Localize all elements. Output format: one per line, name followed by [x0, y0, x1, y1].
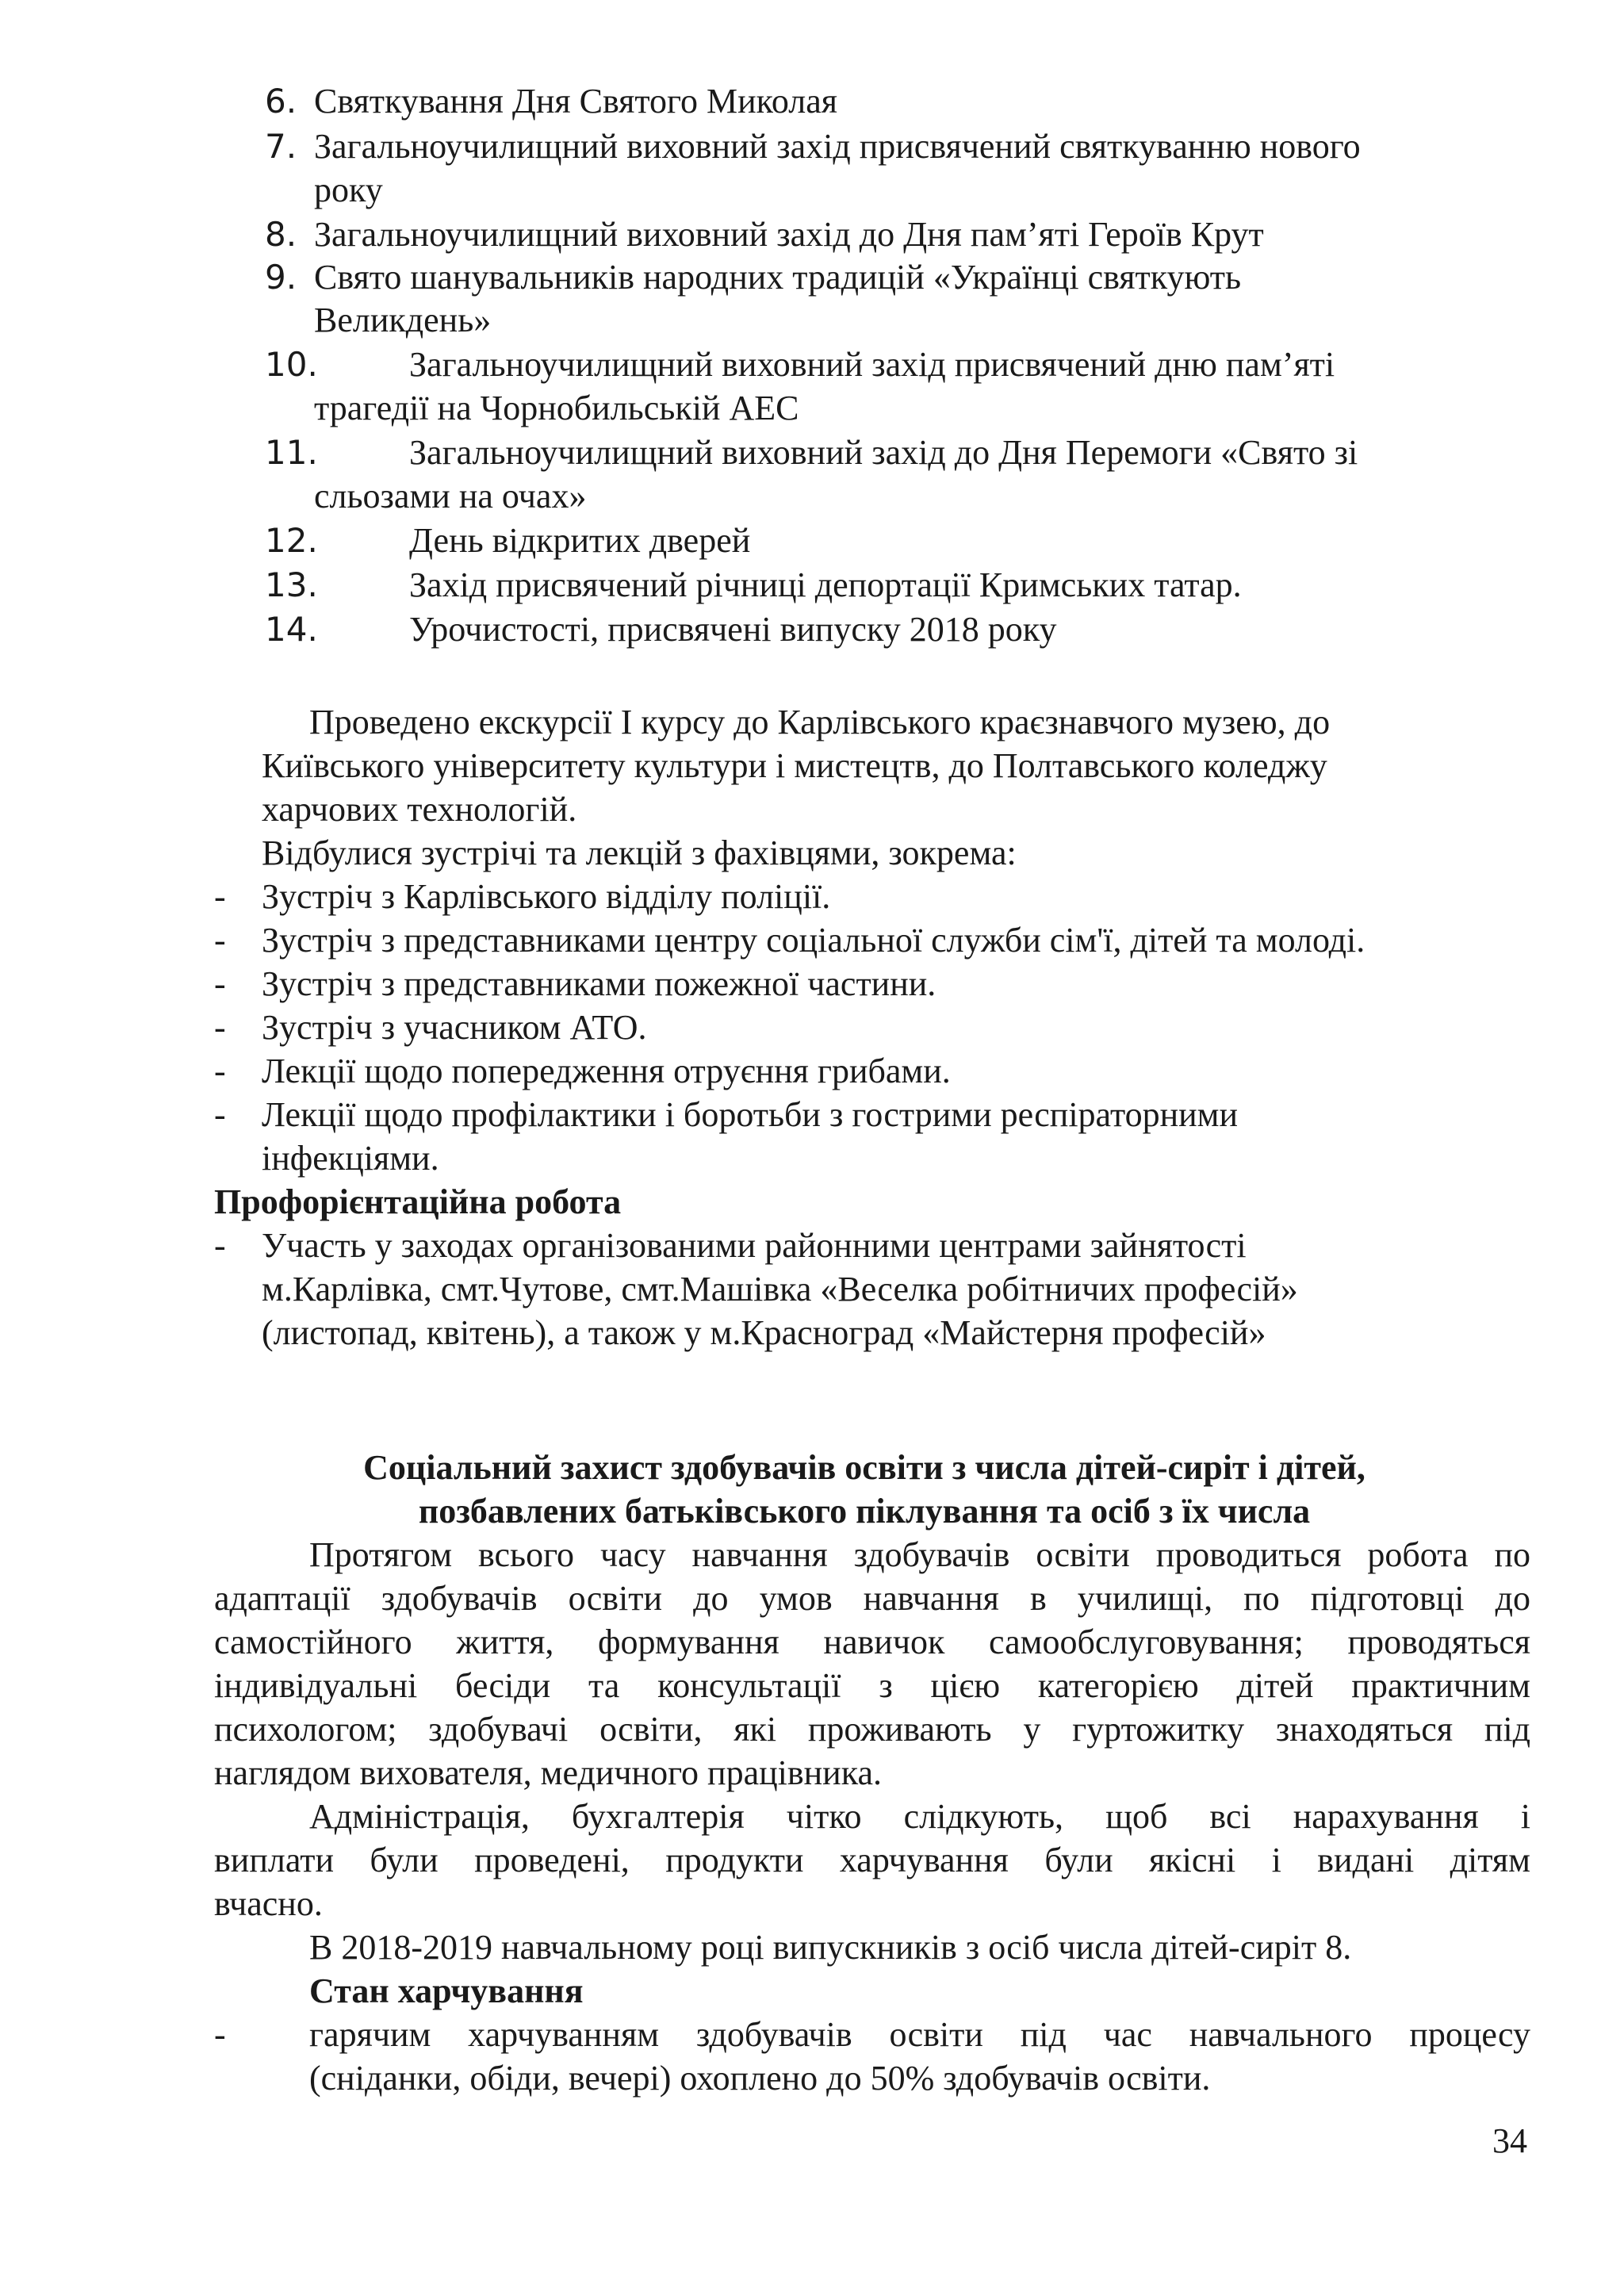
list-item-text: Урочистості, присвячені випуску 2018 року	[409, 610, 1057, 649]
list-item-text: року	[314, 170, 383, 209]
list-item-text: Загальноучилищний виховний захід присвячений святкуванню нового	[314, 127, 1361, 166]
paragraph-line: Адміністрація, бухгалтерія чітко слідкують, щоб всі нарахування і	[309, 1797, 1530, 1836]
list-item-number: 11.	[265, 433, 318, 472]
list-item-text: Зустріч з Карлівського відділу поліції.	[262, 877, 831, 916]
paragraph-line: наглядом вихователя, медичного працівника.	[214, 1753, 882, 1792]
section-heading: Профорієнтаційна робота	[214, 1182, 622, 1221]
paragraph-line: адаптації здобувачів освіти до умов навчання в училищі, по підготовці до	[214, 1579, 1530, 1618]
list-item-text: гарячим харчуванням здобувачів освіти під час навчального процесу	[309, 2015, 1530, 2054]
list-item-number: 12.	[265, 521, 318, 560]
list-item-text: м.Карлівка, смт.Чутове, смт.Машівка «Веселка робітничих професій»	[262, 1270, 1298, 1308]
list-item-number: 9.	[265, 258, 297, 297]
list-item-text: Свято шанувальників народних традицій «Українці святкують	[314, 258, 1242, 297]
list-item-number: 14.	[265, 610, 318, 649]
list-item-number: 8.	[265, 215, 297, 254]
list-dash: -	[214, 1008, 226, 1047]
subsection-heading: Стан харчування	[309, 1971, 584, 2010]
list-dash: -	[214, 921, 226, 960]
graduates-line: В 2018-2019 навчальному році випускників з осіб числа дітей-сиріт 8.	[309, 1928, 1352, 1967]
list-item-text: Загальноучилищний виховний захід до Дня пам’яті Героїв Крут	[314, 215, 1264, 254]
list-item-text: Лекції щодо профілактики і боротьби з гострими респіраторними	[262, 1095, 1239, 1134]
list-item-number: 6.	[265, 82, 297, 121]
list-dash: -	[214, 964, 226, 1003]
list-item-text: Великдень»	[314, 301, 492, 339]
list-item-text: Лекції щодо попередження отруєння грибами.	[262, 1052, 951, 1090]
list-item-text: інфекціями.	[262, 1139, 439, 1178]
list-item-text: Загальноучилищний виховний захід присвячений дню пам’яті	[409, 345, 1335, 384]
list-item-text: трагедії на Чорнобильській АЕС	[314, 389, 799, 427]
paragraph-line: індивідуальні бесіди та консультації з цією категорією дітей практичним	[214, 1666, 1530, 1705]
paragraph-line: харчових технологій.	[262, 790, 577, 829]
list-item-number: 10.	[265, 345, 318, 384]
list-item-number: 7.	[265, 127, 297, 166]
list-item-text: Участь у заходах організованими районними центрами зайнятості	[262, 1226, 1247, 1265]
paragraph-line: Відбулися зустрічі та лекцій з фахівцями, зокрема:	[262, 833, 1017, 872]
list-dash: -	[214, 877, 226, 916]
list-dash: -	[214, 1226, 226, 1265]
list-item-number: 13.	[265, 565, 318, 604]
list-dash: -	[214, 1095, 226, 1134]
paragraph-line: вчасно.	[214, 1884, 323, 1923]
list-item-text: Зустріч з представниками центру соціальної служби сім'ї, дітей та молоді.	[262, 921, 1365, 960]
paragraph-line: Київського університету культури і мистецтв, до Полтавського коледжу	[262, 746, 1327, 785]
list-item-text: (листопад, квітень), а також у м.Красноград «Майстерня професій»	[262, 1313, 1266, 1352]
list-item-text: День відкритих дверей	[409, 521, 751, 560]
paragraph-line: психологом; здобувачі освіти, які проживають у гуртожитку знаходяться під	[214, 1710, 1530, 1749]
paragraph-line: Проведено екскурсії І курсу до Карлівського краєзнавчого музею, до	[309, 703, 1331, 741]
paragraph-line: виплати були проведені, продукти харчування були якісні і видані дітям	[214, 1841, 1530, 1879]
list-item-text: (сніданки, обіди, вечері) охоплено до 50% здобувачів освіти.	[309, 2059, 1211, 2098]
list-item-text: Захід присвячений річниці депортації Кримських татар.	[409, 565, 1242, 604]
section-title: Соціальний захист здобувачів освіти з числа дітей-сиріт і дітей,	[363, 1448, 1365, 1487]
list-dash: -	[214, 2015, 226, 2054]
list-item-text: Зустріч з учасником АТО.	[262, 1008, 647, 1047]
list-item-text: Святкування Дня Святого Миколая	[314, 82, 837, 121]
list-dash: -	[214, 1052, 226, 1090]
page-number: 34	[1492, 2121, 1527, 2160]
paragraph-line: самостійного життя, формування навичок самообслуговування; проводяться	[214, 1623, 1530, 1661]
list-item-text: Зустріч з представниками пожежної частини.	[262, 964, 936, 1003]
list-item-text: Загальноучилищний виховний захід до Дня Перемоги «Свято зі	[409, 433, 1358, 472]
paragraph-line: Протягом всього часу навчання здобувачів освіти проводиться робота по	[309, 1535, 1530, 1574]
list-item-text: сльозами на очах»	[314, 477, 587, 515]
section-title: позбавлених батьківського піклування та осіб з їх числа	[418, 1492, 1311, 1531]
